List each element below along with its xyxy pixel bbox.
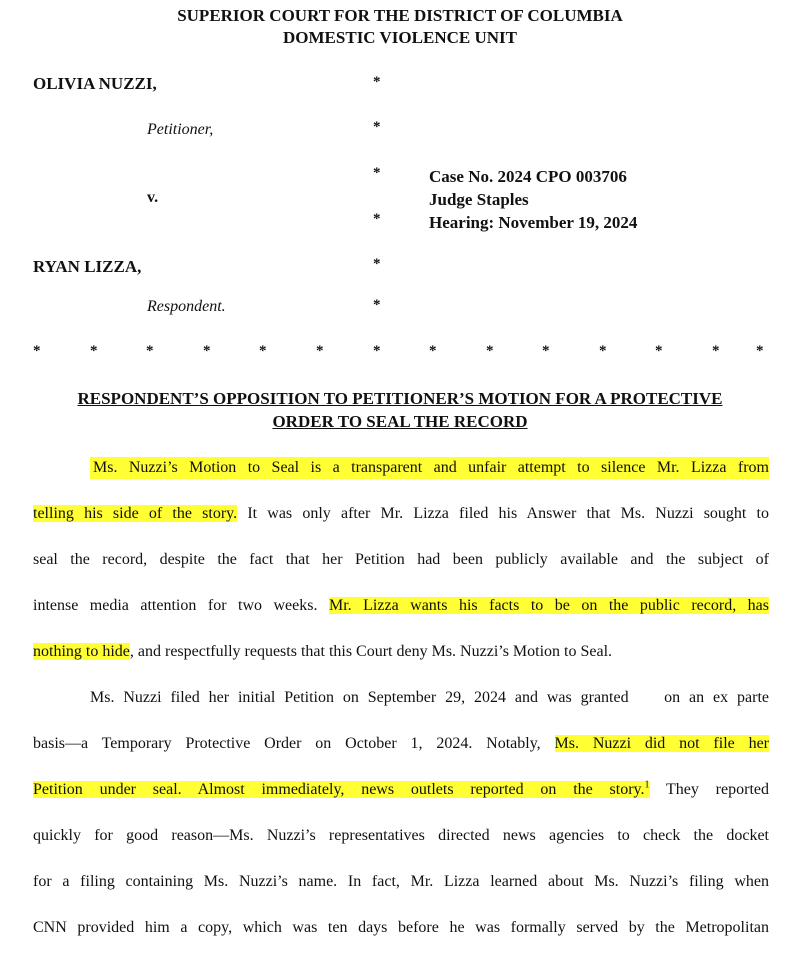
body-text: , and respectfully requests that this Court deny Ms. Nuzzi’s Motion to Seal. <box>129 643 613 660</box>
separator-asterisk: * <box>542 343 550 359</box>
highlighted-text: nothing to hide <box>33 643 130 660</box>
caption-asterisk: * <box>373 211 381 227</box>
paragraph-1-line-5 <box>33 641 769 663</box>
highlighted-text: Mr. Lizza wants his facts to be on the public record, has <box>328 597 770 614</box>
petitioner-role: Petitioner, <box>147 121 214 138</box>
paragraph-1-line-1 <box>33 457 769 479</box>
paragraph-2-line-5: for a filing containing Ms. Nuzzi’s name. In fact, Mr. Lizza learned about Ms. Nuzzi’s filing when <box>33 873 769 890</box>
petitioner-name: OLIVIA NUZZI, <box>33 74 157 93</box>
versus: v. <box>147 189 159 206</box>
separator-asterisk: * <box>599 343 607 359</box>
footnote-marker[interactable]: 1 <box>644 779 650 791</box>
paragraph-1-line-2 <box>33 503 769 525</box>
paragraph-2-line-3 <box>33 779 769 801</box>
separator-asterisk: * <box>712 343 720 359</box>
separator-asterisk: * <box>429 343 437 359</box>
paragraph-1-line-4 <box>33 595 769 617</box>
paragraph-1-line-3: seal the record, despite the fact that her Petition had been publicly available and the subject of <box>33 551 769 568</box>
separator-asterisk: * <box>33 343 41 359</box>
court-unit: DOMESTIC VIOLENCE UNIT <box>283 28 517 47</box>
separator-asterisk: * <box>373 343 381 359</box>
highlighted-text: Ms. Nuzzi did not file her <box>554 735 770 752</box>
highlighted-text <box>33 781 650 798</box>
separator-asterisk: * <box>146 343 154 359</box>
body-text: They reported <box>666 781 769 798</box>
document-title-continued: ORDER TO SEAL THE RECORD <box>272 412 528 431</box>
paragraph-2-line-1: Ms. Nuzzi filed her initial Petition on September 29, 2024 and was granted on an ex parte <box>90 689 769 706</box>
body-text: intense media attention for two weeks. <box>33 597 318 614</box>
body-text: It was only after Mr. Lizza filed his Answer that Ms. Nuzzi sought to <box>247 505 770 522</box>
separator-asterisk: * <box>655 343 663 359</box>
case-number: Case No. 2024 CPO 003706 <box>429 167 627 186</box>
caption-asterisk: * <box>373 74 381 90</box>
separator-asterisk: * <box>486 343 494 359</box>
highlighted-text: telling his side of the story. <box>33 505 238 522</box>
document-title: RESPONDENT’S OPPOSITION TO PETITIONER’S MOTION FOR A PROTECTIVE <box>77 389 723 408</box>
separator-asterisk: * <box>316 343 324 359</box>
respondent-name: RYAN LIZZA, <box>33 257 142 276</box>
caption-asterisk: * <box>373 165 381 181</box>
judge-name: Judge Staples <box>429 190 529 209</box>
highlighted-text: Ms. Nuzzi’s Motion to Seal is a transparent and unfair attempt to silence Mr. Lizza from <box>90 457 769 479</box>
separator-asterisk: * <box>203 343 211 359</box>
highlighted-text-body: Petition under seal. Almost immediately, news outlets reported on the story. <box>33 781 645 798</box>
body-text: basis—a Temporary Protective Order on October 1, 2024. Notably, <box>33 735 541 752</box>
court-name: SUPERIOR COURT FOR THE DISTRICT OF COLUMBIA <box>177 6 623 25</box>
hearing-date: Hearing: November 19, 2024 <box>429 213 638 232</box>
separator-asterisk: * <box>756 343 764 359</box>
paragraph-2-line-4: quickly for good reason—Ms. Nuzzi’s representatives directed news agencies to check the docket <box>33 827 769 844</box>
respondent-role: Respondent. <box>147 298 226 315</box>
paragraph-2-line-2 <box>33 733 769 755</box>
caption-asterisk: * <box>373 256 381 272</box>
separator-asterisk: * <box>90 343 98 359</box>
separator-asterisk: * <box>259 343 267 359</box>
paragraph-2-line-6: CNN provided him a copy, which was ten days before he was formally served by the Metropolitan <box>33 919 769 936</box>
caption-asterisk: * <box>373 119 381 135</box>
caption-asterisk: * <box>373 297 381 313</box>
